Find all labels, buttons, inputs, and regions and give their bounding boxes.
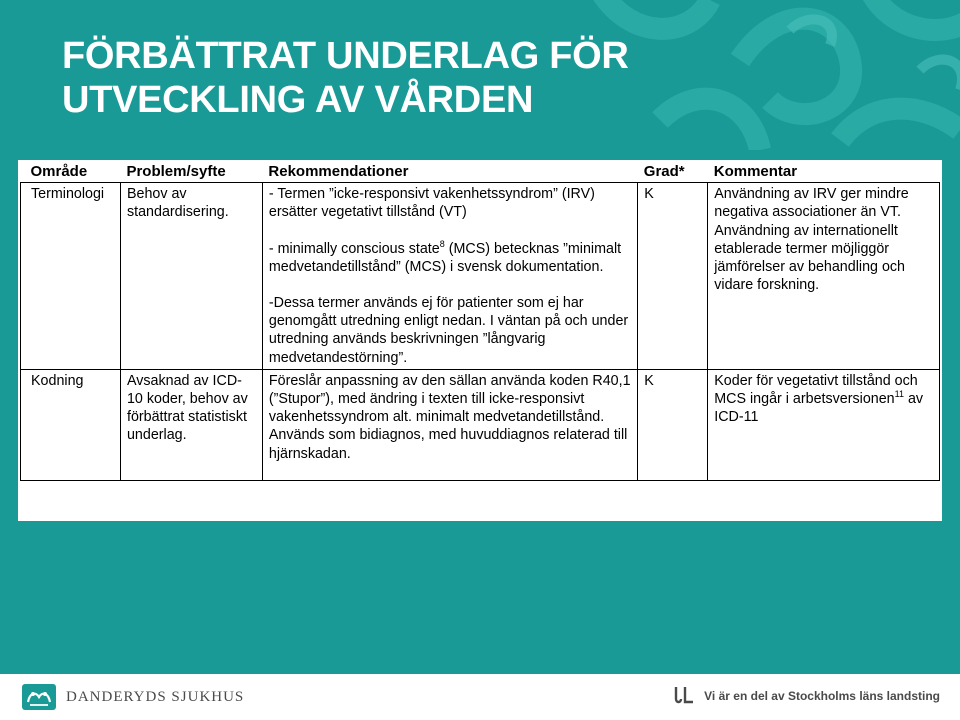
county-council-emblem-icon xyxy=(672,686,694,706)
row-terminology-problem: Behov av standardisering. xyxy=(120,183,262,370)
row-terminology-area: Terminologi xyxy=(21,183,121,370)
recommendation-text: - minimally conscious state xyxy=(268,240,440,257)
comment-text: av ICD-11 xyxy=(714,391,924,426)
row-coding-comment xyxy=(708,369,940,480)
hospital-name: DANDERYDS SJUKHUS xyxy=(66,688,245,705)
slide-title-line-2: UTVECKLING AV VÅRDEN xyxy=(62,79,534,116)
footer-bar xyxy=(0,674,960,720)
comment-text: Koder för vegetativt tillstånd och MCS ingår i arbetsversionen xyxy=(714,372,918,408)
row-terminology-grade: K xyxy=(638,183,708,370)
recommendation-paragraph xyxy=(269,240,631,276)
recommendation-paragraph: - Termen ”icke-responsivt vakenhetssyndrom” (IRV) ersätter vegetativt tillstånd (VT) xyxy=(268,186,595,221)
row-terminology-comment: Användning av IRV ger mindre negativa associationer än VT. Användning av internationellt etablerade termer möjliggör jämförelser av behandling och vidare forskning. xyxy=(708,183,940,370)
county-council-text: Vi är en del av Stockholms läns landsting xyxy=(704,689,940,703)
column-header-area: Område xyxy=(30,163,88,180)
row-coding-recommendations: Föreslår anpassning av den sällan använda koden R40,1 (”Stupor”), med ändring i texten till icke-responsivt vakenhetssyndrom alt. minimalt medvetandetillstånd. Används som bidiagnos, med huvuddiagnos relaterad till hjärnskadan. xyxy=(262,369,637,480)
row-coding-grade: K xyxy=(638,369,708,480)
column-header-grade: Grad* xyxy=(643,163,685,180)
slide-title-line-1: FÖRBÄTTRAT UNDERLAG FÖR xyxy=(62,35,629,77)
footnote-reference: 8 xyxy=(439,238,445,249)
table-header-row xyxy=(21,161,940,183)
recommendation-text: (MCS) betecknas ”minimalt medvetandetillstånd” (MCS) i svensk dokumentation. xyxy=(268,240,622,275)
recommendation-paragraph: -Dessa termer används ej för patienter som ej har genomgått utredning enligt nedan. I väntan på och under utredning används beskrivningen ”långvarig medvetandestörning”. xyxy=(268,295,629,366)
row-terminology-recommendations xyxy=(262,183,637,370)
column-header-comment: Kommentar xyxy=(713,163,798,180)
slide-title xyxy=(62,34,782,116)
column-header-problem: Problem/syfte xyxy=(126,163,226,180)
row-coding-area: Kodning xyxy=(21,369,121,480)
recommendations-table xyxy=(20,161,940,481)
table-row xyxy=(21,369,940,480)
table-row xyxy=(21,183,940,370)
footnote-reference: 11 xyxy=(894,389,904,400)
column-header-recommendations: Rekommendationer xyxy=(268,163,409,180)
county-council-logo xyxy=(672,686,940,706)
hospital-logo xyxy=(22,684,244,710)
hospital-emblem-icon xyxy=(22,684,56,710)
row-coding-problem: Avsaknad av ICD-10 koder, behov av förbättrat statistiskt underlag. xyxy=(120,369,262,480)
